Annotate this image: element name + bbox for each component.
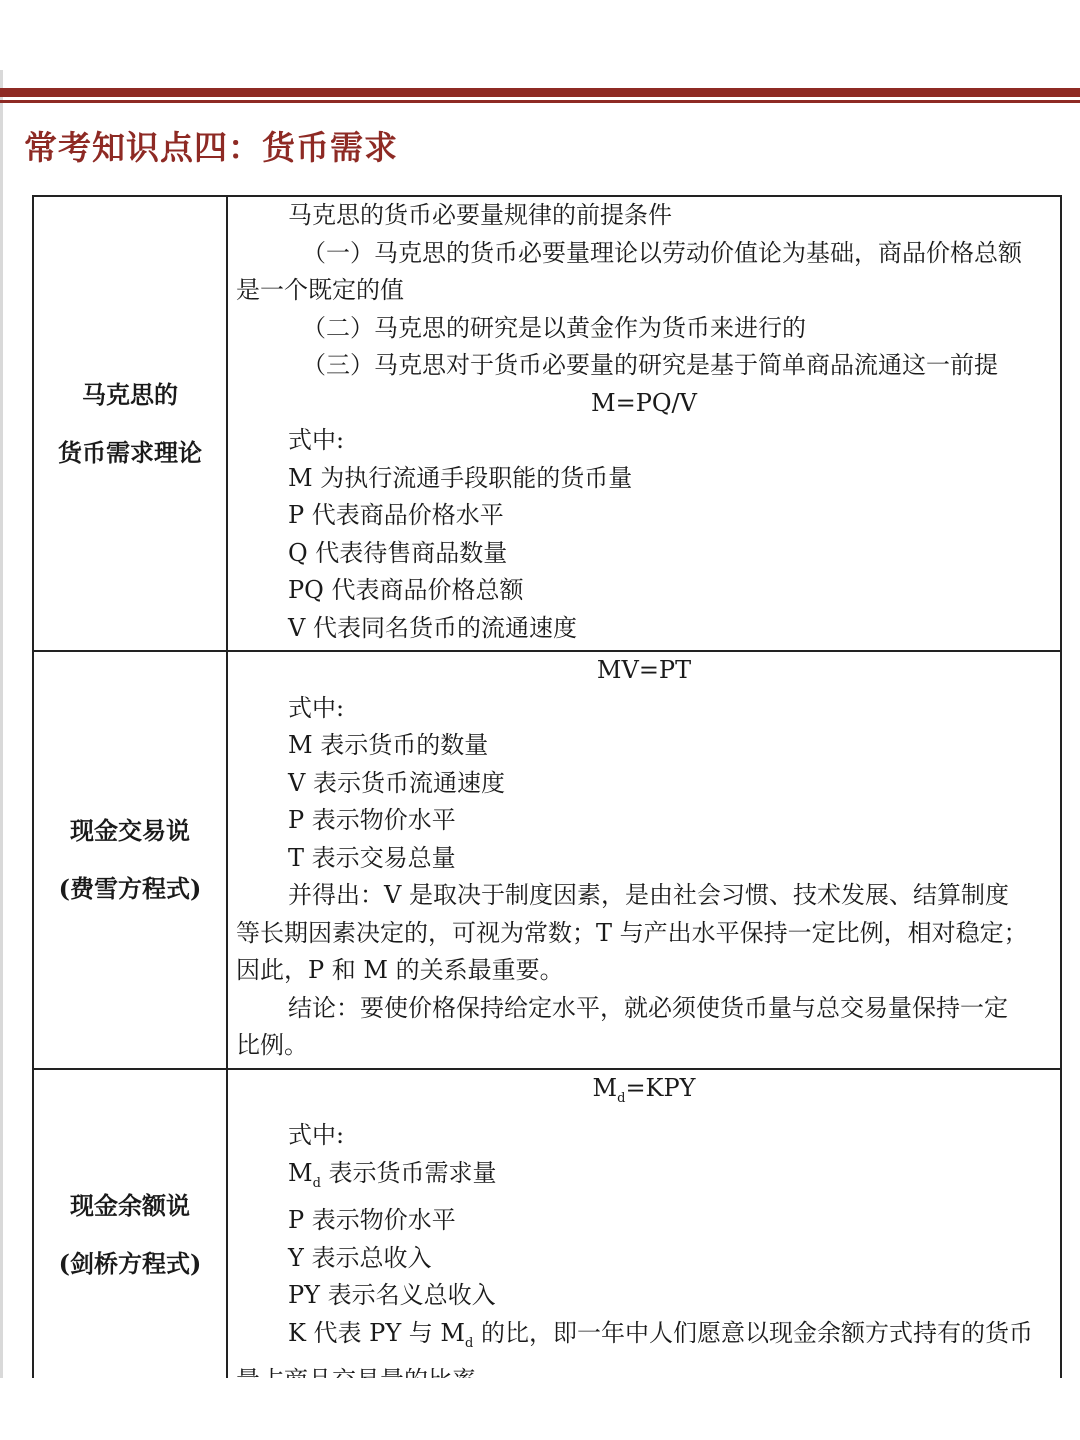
text-line: 并得出：V 是取决于制度因素，是由社会习惯、技术发展、结算制度 [288,881,1009,909]
text-line: 式中: [288,1121,345,1150]
text-line: （一）马克思的货币必要量理论以劳动价值论为基础，商品价格总额 [302,238,1022,267]
topic-line: 货币需求理论 [58,437,202,467]
topic-cell-cambridge [33,1069,227,1400]
line-post: 的比，即一年中人们愿意以现金余额方式持有的货币 [473,1318,1033,1347]
symbol-m: M [288,1158,313,1187]
topic-line: (费雪方程式) [58,874,202,903]
topic-cell-fisher [33,651,227,1069]
text-line: 马克思的货币必要量规律的前提条件 [288,201,672,229]
topic-line: 马克思的 [82,379,178,409]
text-line [236,1315,1052,1362]
symbol-subscript: d [465,1335,474,1351]
formula: MV=PT [596,656,692,684]
text-line: （二）马克思的研究是以黄金作为货币来进行的 [302,313,806,342]
text-line: Y 表示总收入 [288,1243,432,1272]
formula: M=PQ/V [591,388,697,417]
text-line: P 代表商品价格水平 [288,501,504,529]
text-line: M 为执行流通手段职能的货币量 [288,463,633,492]
page-title: 常考知识点四：货币需求 [24,128,398,167]
formula-subscript: d [617,1090,626,1106]
text-line: 比例。 [236,1031,308,1059]
text-line: 结论：要使价格保持给定水平，就必须使货币量与总交易量保持一定 [288,993,1008,1022]
text-line: 是一个既定的值 [236,276,404,304]
text-line: V 代表同名货币的流通速度 [288,613,577,642]
topic-line: (剑桥方程式) [58,1248,202,1278]
text-line: PY 表示名义总收入 [288,1281,496,1310]
formula [236,1070,1052,1117]
table-row-fisher [33,651,1061,1069]
knowledge-table [32,195,1062,1401]
text-line: 式中: [288,693,345,722]
topic-line: 现金交易说 [70,816,190,845]
text-line: PQ 代表商品价格总额 [288,576,524,604]
topic-cell-marx [33,196,227,651]
text-line [236,1155,1052,1202]
line-rest: 表示货币需求量 [320,1158,497,1187]
topic-line: 现金余额说 [70,1190,190,1220]
line-pre: K 代表 PY 与 M [288,1318,466,1347]
symbol-subscript: d [312,1175,321,1191]
table-row-cambridge [33,1069,1061,1400]
header-rule-thick [0,88,1080,97]
content-cell-cambridge [227,1069,1061,1400]
table-row-marx [33,196,1061,651]
text-line: 因此，P 和 M 的关系最重要。 [236,956,564,984]
text-line: T 表示交易总量 [288,843,456,872]
text-line: 等长期因素决定的，可视为常数；T 与产出水平保持一定比例，相对稳定； [236,918,1028,947]
header-rule-thin [0,100,1080,103]
text-line: Q 代表待售商品数量 [288,538,508,567]
text-line: M 表示货币的数量 [288,731,489,759]
text-line: P 表示物价水平 [288,806,456,834]
formula-m: M [592,1074,618,1102]
text-line: （三）马克思对于货币必要量的研究是基于简单商品流通这一前提 [302,351,998,379]
text-line: V 表示货币流通速度 [288,768,505,797]
text-line: P 表示物价水平 [288,1206,456,1235]
page-left-edge [0,70,3,1380]
page-bottom-blank [0,1378,1080,1440]
content-cell-fisher [227,651,1061,1069]
content-cell-marx [227,196,1061,651]
text-line: 式中: [288,426,345,454]
formula-rest: =KPY [625,1074,696,1102]
